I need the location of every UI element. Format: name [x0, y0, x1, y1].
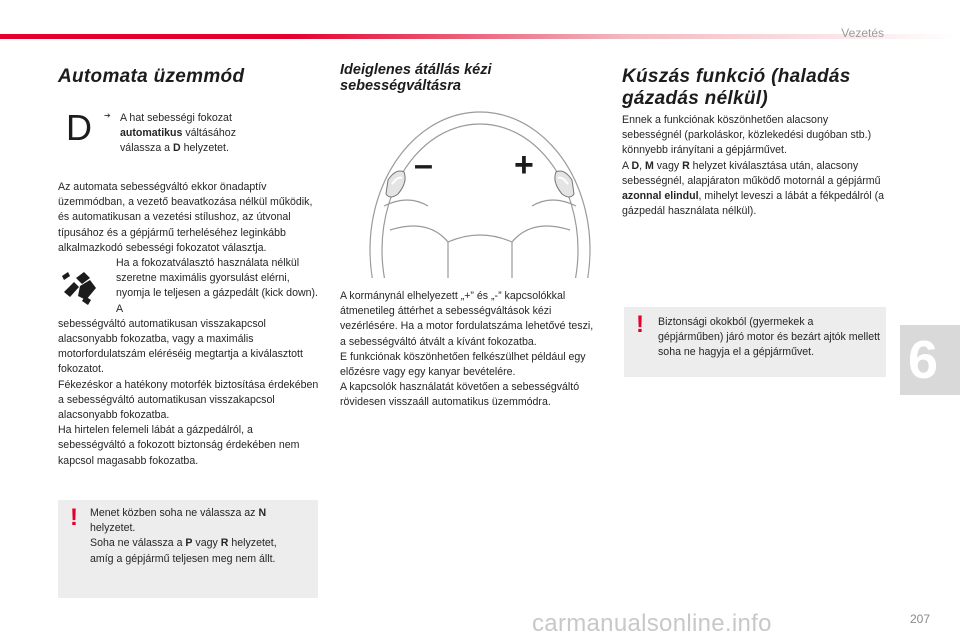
creep-bold-start: azonnal elindul [622, 190, 699, 203]
creep-intro-paragraph: Ennek a funkciónak köszönhetően alacsony sebességnél (parkoláskor, közlekedési dugóban stb.) könnyebb irányítani a gépjárművet. [622, 114, 872, 157]
warning-line3-p: P [185, 537, 193, 550]
overtaking-paragraph: E funkciónak köszönhetően felkészülhet például egy előzésre vagy egy kanyar bevételére. [340, 350, 586, 379]
d-position-paragraph [120, 111, 320, 157]
d-position-text [104, 111, 320, 157]
d-text-line3-bold: D [173, 142, 181, 155]
creep-detail-paragraph [622, 159, 886, 220]
chapter-number: 6 [908, 330, 939, 390]
warning-box-safety [624, 307, 886, 377]
warning-line3-r: R [220, 537, 229, 550]
manual-override-section [340, 62, 602, 94]
warning-icon: ! [636, 311, 644, 338]
title-line1: Kúszás funkció (haladás [622, 66, 851, 87]
kick-down-block [58, 256, 320, 317]
warning-text [90, 506, 314, 567]
title-line2: gázadás nélkül) [622, 88, 768, 109]
plus-label: + [514, 146, 534, 184]
plus-paddle-icon[interactable] [555, 171, 574, 197]
throttle-release-paragraph: Ha hirtelen felemeli lábát a gázpedálról, a sebességváltó a fokozott biztonság érdekében nem kapcsol magasabb fokozatba. [58, 424, 300, 467]
kick-down-paragraph: sebességváltó automatikusan visszakapcsol alacsonyabb fokozatba, vagy a maximális motorfordulatszám eléréséig megtartja a kiválasztott fokozatot. [58, 317, 303, 376]
creep-function-section [622, 66, 886, 219]
kick-down-text: Ha a fokozatválasztó használata nélkül szeretne maximális gyorsulást elérni, nyomja le teljesen a gázpedált (kick down). A [116, 257, 318, 315]
return-auto-paragraph: A kapcsolók használatát követően a sebességváltó rövidesen visszaáll automatikus üzemmódra. [340, 381, 580, 409]
section-title [340, 62, 602, 94]
d-text-line3-post: helyzetet. [180, 142, 229, 155]
d-text-line2: váltásához [182, 127, 236, 140]
creep-c3: helyzet kiválasztása után, alacsony sebességnél, alapjáraton működő motornál a gépjármű [622, 159, 881, 187]
creep-r: R [682, 159, 690, 172]
warning-line3-pre: Soha ne válassza a [90, 537, 186, 550]
chapter-title: Vezetés [841, 26, 884, 40]
steering-wheel-illustration [368, 110, 592, 278]
warning-line4: amíg a gépjármű teljesen meg nem állt. [90, 552, 276, 565]
watermark: carmanualsonline.info [532, 610, 772, 637]
warning-line3-mid: vagy [192, 537, 221, 550]
creep-c2: vagy [653, 159, 683, 172]
braking-paragraph: Fékezéskor a hatékony motorfék biztosítása érdekében a sebességváltó automatikusan visszakapcsol alacsonyabb fokozatba. [58, 378, 319, 422]
page-number: 207 [909, 612, 930, 626]
kick-down-pedal-icon [60, 270, 100, 306]
adaptive-mode-paragraph: Az automata sebességváltó ekkor önadaptív üzemmódban, a vezető beavatkozása nélkül működik, és automatikusan a vezetési stílushoz, az útvonal típusához és a gépjármű terheléséhez leginkább alkalmazkodó sebességi fokozatot választja. [58, 181, 313, 254]
warning-line1-bold: N [258, 507, 267, 519]
bullet-icon: ➔ [104, 111, 111, 120]
warning-line3-post: helyzetet, [228, 537, 277, 550]
title-line1: Ideiglenes átállás kézi [340, 62, 492, 78]
top-accent-bar [0, 34, 960, 39]
title-line2: sebességváltásra [340, 78, 461, 94]
d-text-line1: A hat sebességi fokozat [120, 112, 232, 124]
warning-text: Biztonsági okokból (gyermekek a gépjárműben) járó motor és bezárt ajtók mellett soha ne hagyja el a gépjárművet. [658, 316, 880, 359]
d-text-line3-pre: válassza a [120, 142, 173, 155]
manual-override-text [340, 289, 602, 411]
warning-icon: ! [70, 504, 78, 531]
warning-line2: helyzetet. [90, 522, 136, 535]
gear-d-letter: D [66, 107, 92, 148]
warning-box-neutral [58, 500, 318, 598]
d-position-row [58, 107, 320, 163]
chapter-tab [900, 325, 960, 395]
minus-paddle-icon[interactable] [386, 171, 405, 197]
section-title [622, 66, 886, 110]
creep-d: D [631, 159, 640, 172]
section-title: Automata üzemmód [58, 66, 245, 87]
warning-line1: Menet közben soha ne válassza az [90, 507, 259, 519]
creep-post: , mihelyt leveszi a lábát a fékpedálról (a gázpedál használata nélkül). [622, 190, 884, 218]
creep-m: M [644, 159, 654, 172]
d-text-bold: automatikus [120, 127, 183, 140]
paddle-paragraph: A kormánynál elhelyezett „+” és „-” kapcsolókkal átmenetileg áttérhet a sebességváltások kézi vezérlésére. Ha a motor fordulatszáma lehetővé teszi, a sebességváltó átvált a kívánt fokozatba. [340, 290, 594, 348]
minus-label: – [414, 146, 433, 184]
automatic-mode-section [58, 62, 320, 469]
creep-c1: , [639, 159, 645, 172]
creep-pre: A [622, 159, 632, 172]
